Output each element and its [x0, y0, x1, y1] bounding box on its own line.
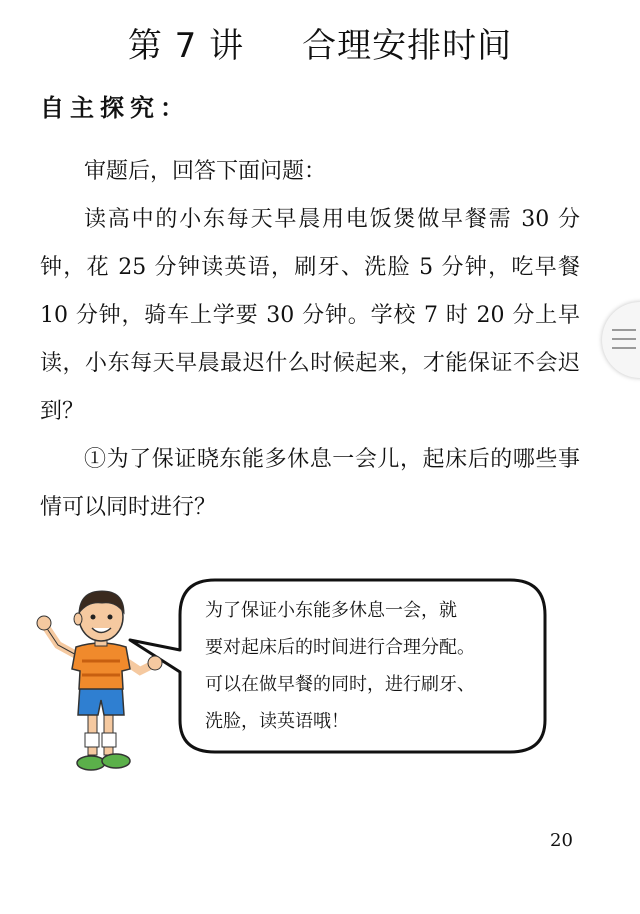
menu-icon	[612, 329, 636, 356]
lesson-topic: 合理安排时间	[302, 26, 513, 66]
speech-bubble-text	[205, 592, 545, 740]
boy-illustration	[30, 585, 170, 780]
question-block	[40, 148, 580, 532]
page-title	[0, 18, 640, 67]
page-number: 20	[550, 830, 573, 851]
section-heading: 自主探究：	[40, 93, 190, 122]
side-menu-tab[interactable]	[602, 302, 640, 378]
bubble-line: 要对起床后的时间进行合理分配。	[205, 637, 475, 658]
bubble-line: 可以在做早餐的同时，进行刷牙、	[205, 674, 475, 695]
instruction-paragraph: 审题后，回答下面问题：	[84, 159, 327, 184]
bubble-line: 洗脸，读英语哦！	[205, 711, 349, 732]
bubble-line: 为了保证小东能多休息一会，就	[205, 600, 457, 621]
problem-paragraph: 读高中的小东每天早晨用电饭煲做早餐需 30 分钟，花 25 分钟读英语，刷牙、洗脸 5 分钟，吃早餐 10 分钟，骑车上学要 30 分钟。学校 7 时 20 分上早读，小东每天早晨最迟什么时候起来，才能保证不会迟到？	[40, 207, 580, 424]
sub-question-paragraph: ①为了保证晓东能多休息一会儿，起床后的哪些事情可以同时进行？	[40, 447, 580, 520]
lesson-number: 第 7 讲	[127, 26, 245, 66]
